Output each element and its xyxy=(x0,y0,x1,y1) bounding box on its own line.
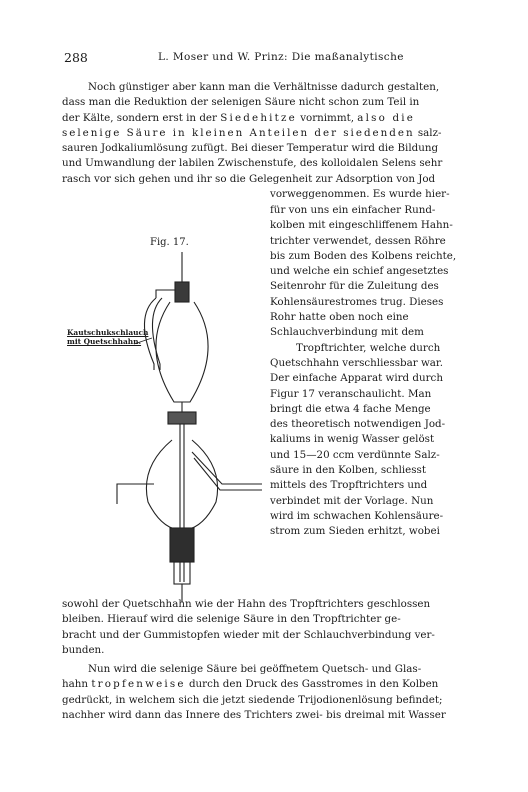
text-line: hahn tropfenweise durch den Druck des Gasstromes in den Kolben xyxy=(62,678,439,691)
text-line: und Umwandlung der labilen Zwischenstufe, des kolloidalen Selens sehr xyxy=(62,157,443,170)
column-line: wird im schwachen Kohlensäure- xyxy=(270,509,444,522)
column-line: Seitenrohr für die Zuleitung des xyxy=(270,280,439,293)
text-line: rasch vor sich gehen und ihr so die Gelegenheit zur Adsorption von Jod xyxy=(62,172,436,185)
column-line: kolben mit eingeschliffenem Hahn- xyxy=(270,219,453,232)
text-line: vorweggenommen. Es wurde hier- xyxy=(270,188,450,200)
column-line: Quetschhahn verschliessbar war. xyxy=(270,356,444,369)
text-line: selenige Säure in kleinen Anteilen der siedenden salz- xyxy=(62,126,442,139)
column-line: Figur 17 veranschaulicht. Man xyxy=(270,387,432,400)
emphasis-siedehitze: Siedehitze xyxy=(220,111,297,124)
text-line: der Kälte, sondern erst in der Siedehitze vornimmt, also die xyxy=(62,111,416,124)
column-first-line xyxy=(270,187,472,202)
column-line: Schlauchverbindung mit dem xyxy=(270,326,424,339)
apparatus-drawing xyxy=(62,252,267,604)
figure-label-line: mit Quetschhahn. xyxy=(67,337,142,346)
paragraph-2 xyxy=(62,662,472,723)
figure-label-line: Kautschukschlauch xyxy=(67,328,149,337)
text-line: Noch günstiger aber kann man die Verhältnisse dadurch gestalten, xyxy=(88,81,440,93)
wrapped-column xyxy=(270,203,472,540)
paragraph-1-end xyxy=(62,597,472,658)
text-line: nachher wird dann das Innere des Trichters zwei- bis dreimal mit Wasser xyxy=(62,708,446,721)
column-line: säure in den Kolben, schliesst xyxy=(270,464,426,477)
text-line: dass man die Reduktion der selenigen Säure nicht schon zum Teil in xyxy=(62,96,420,109)
column-line: Der einfache Apparat wird durch xyxy=(270,372,443,385)
column-line: Rohr hatte oben noch eine xyxy=(270,311,409,324)
column-line: strom zum Sieden erhitzt, wobei xyxy=(270,525,440,538)
column-line: verbindet mit der Vorlage. Nun xyxy=(270,494,434,507)
paragraph-1-top xyxy=(62,80,472,187)
emphasis-tropfenweise: tropfenweise xyxy=(91,678,186,691)
column-line: kaliums in wenig Wasser gelöst xyxy=(270,433,435,446)
text-line: sauren Jodkaliumlösung zufügt. Bei dieser Temperatur wird die Bildung xyxy=(62,142,439,155)
column-line: bringt die etwa 4 fache Menge xyxy=(270,402,431,415)
column-line: Tropftrichter, welche durch xyxy=(296,341,441,354)
column-line: für von uns ein einfacher Rund- xyxy=(270,204,436,216)
column-line: und welche ein schief angesetztes xyxy=(270,265,449,278)
column-line: Kohlensäurestromes trug. Dieses xyxy=(270,295,444,308)
text-line: Nun wird die selenige Säure bei geöffnetem Quetsch- und Glas- xyxy=(88,663,422,675)
column-line: bis zum Boden des Kolbens reichte, xyxy=(270,249,457,262)
text-line: bunden. xyxy=(62,643,105,656)
running-title: L. Moser und W. Prinz: Die maßanalytische xyxy=(158,51,404,63)
column-line: des theoretisch notwendigen Jod- xyxy=(270,418,446,431)
text-line: sowohl der Quetschhahn wie der Hahn des Tropftrichters geschlossen xyxy=(62,598,431,610)
page-header xyxy=(64,50,474,66)
column-line: trichter verwendet, dessen Röhre xyxy=(270,234,446,247)
column-line: mittels des Tropftrichters und xyxy=(270,479,428,492)
figure-caption: Fig. 17. xyxy=(150,237,189,248)
emphasis-also-die: also die xyxy=(357,111,416,124)
text-line: bleiben. Hierauf wird die selenige Säure in den Tropftrichter ge- xyxy=(62,613,401,626)
apparatus-figure xyxy=(62,252,267,604)
text-line: bracht und der Gummistopfen wieder mit der Schlauchverbindung ver- xyxy=(62,628,435,641)
emphasis-kleinen-anteilen: selenige Säure in kleinen Anteilen der siedenden xyxy=(62,126,415,139)
column-line: und 15—20 ccm verdünnte Salz- xyxy=(270,448,440,461)
text-line: gedrückt, in welchem sich die jetzt siedende Trijodionenlösung befindet; xyxy=(62,693,443,706)
page-number: 288 xyxy=(64,50,88,65)
